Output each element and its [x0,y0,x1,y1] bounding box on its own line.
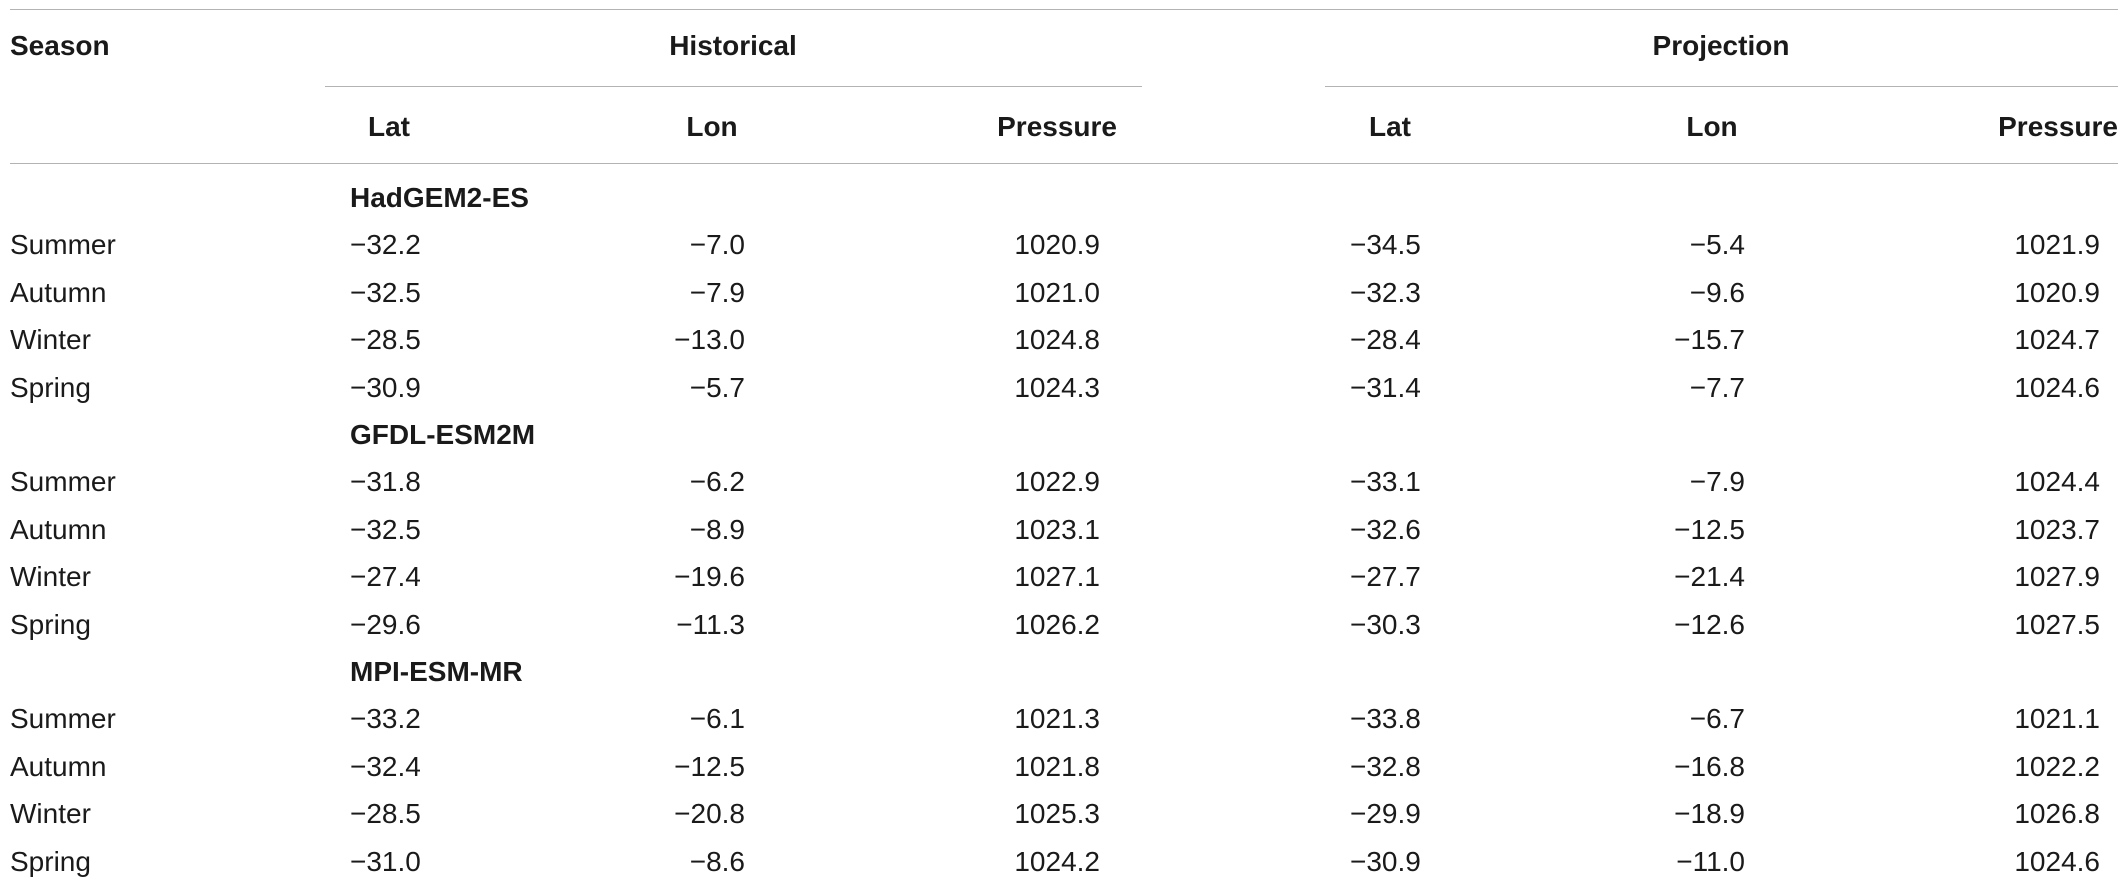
table-cell: −5.7 [689,371,745,403]
table-cell: −27.7 [1350,561,1421,593]
table-cell: −31.4 [1350,371,1421,403]
table-cell: −32.2 [350,229,421,261]
table-cell: 1025.3 [1014,798,1100,830]
model-group-label: HadGEM2-ES [350,182,529,213]
table-cell: −15.7 [1674,324,1745,356]
table-top-rule [10,9,2118,10]
table-cell: 1026.2 [1014,608,1100,640]
table-cell: −6.7 [1689,703,1745,735]
table-cell: 1027.5 [2014,608,2100,640]
table-cell: 1024.6 [2014,371,2100,403]
table-cell: −34.5 [1350,229,1421,261]
table-cell: −28.5 [350,798,421,830]
table-cell: 1024.7 [2014,324,2100,356]
table-cell: 1021.9 [2014,229,2100,261]
table-cell: −11.3 [676,608,745,640]
table-cell: −7.9 [1689,466,1745,498]
table-cell: 1023.1 [1014,513,1100,545]
table-cell: 1026.8 [2014,798,2100,830]
row-season: Spring [10,371,91,403]
table-cell: 1022.9 [1014,466,1100,498]
table-cell: −21.4 [1674,561,1745,593]
table-cell: −7.7 [1689,371,1745,403]
row-season: Autumn [10,513,107,545]
row-season: Winter [10,324,91,356]
col-header-proj-pressure: Pressure [1998,111,2118,142]
table-cell: 1021.1 [2014,703,2100,735]
table-cell: −11.0 [1676,845,1745,877]
col-header-hist-pressure: Pressure [997,111,1117,142]
table-cell: 1027.9 [2014,561,2100,593]
season-header: Season [10,30,110,61]
table-cell: −28.4 [1350,324,1421,356]
table-cell: −5.4 [1689,229,1745,261]
row-season: Autumn [10,750,107,782]
table-cell: −12.6 [1674,608,1745,640]
row-season: Winter [10,798,91,830]
table-cell: −12.5 [1674,513,1745,545]
table-cell: −30.9 [350,371,421,403]
table-cell: 1020.9 [2014,276,2100,308]
table-cell: −19.6 [674,561,745,593]
table-cell: 1022.2 [2014,750,2100,782]
row-season: Summer [10,703,116,735]
table-cell: −32.5 [350,513,421,545]
col-header-proj-lat: Lat [1369,111,1411,142]
table-cell: −13.0 [674,324,745,356]
table-cell: 1021.8 [1014,750,1100,782]
table-cell: −6.2 [689,466,745,498]
table-cell: −8.9 [689,513,745,545]
historical-span-rule [325,86,1142,87]
row-season: Autumn [10,276,107,308]
row-season: Winter [10,561,91,593]
table-cell: −8.6 [689,845,745,877]
table-cell: −32.5 [350,276,421,308]
table-cell: −7.0 [689,229,745,261]
table-cell: −29.9 [1350,798,1421,830]
table-cell: 1024.3 [1014,371,1100,403]
table-cell: −31.0 [350,845,421,877]
table-cell: −28.5 [350,324,421,356]
table-cell: −29.6 [350,608,421,640]
table-cell: −7.9 [689,276,745,308]
table-cell: 1023.7 [2014,513,2100,545]
table-cell: −30.3 [1350,608,1421,640]
table-cell: −32.8 [1350,750,1421,782]
table-cell: −32.3 [1350,276,1421,308]
col-header-hist-lon: Lon [686,111,738,142]
model-group-label: GFDL-ESM2M [350,419,536,450]
row-season: Spring [10,845,91,877]
table-cell: −20.8 [674,798,745,830]
table-cell: −33.1 [1350,466,1421,498]
table-cell: 1024.2 [1014,845,1100,877]
table-cell: 1021.3 [1014,703,1100,735]
row-season: Summer [10,466,116,498]
table-cell: 1024.4 [2014,466,2100,498]
table-cell: 1024.8 [1014,324,1100,356]
table-cell: −27.4 [350,561,421,593]
table-cell: 1027.1 [1014,561,1100,593]
row-season: Spring [10,608,91,640]
table-cell: 1024.6 [2014,845,2100,877]
table-cell: −12.5 [674,750,745,782]
table-cell: 1020.9 [1014,229,1100,261]
table-cell: −9.6 [1689,276,1745,308]
historical-header: Historical [669,30,797,61]
table-cell: −30.9 [1350,845,1421,877]
table-cell: −32.4 [350,750,421,782]
col-header-hist-lat: Lat [368,111,410,142]
col-header-proj-lon: Lon [1686,111,1738,142]
table-cell: −16.8 [1674,750,1745,782]
table-cell: 1021.0 [1014,276,1100,308]
header-bottom-rule [10,163,2118,164]
projection-span-rule [1325,86,2118,87]
table-cell: −31.8 [350,466,421,498]
table-cell: −6.1 [689,703,745,735]
table-cell: −33.8 [1350,703,1421,735]
table-cell: −33.2 [350,703,421,735]
projection-header: Projection [1652,30,1790,61]
row-season: Summer [10,229,116,261]
model-group-label: MPI-ESM-MR [350,656,523,687]
table-cell: −18.9 [1674,798,1745,830]
table-cell: −32.6 [1350,513,1421,545]
